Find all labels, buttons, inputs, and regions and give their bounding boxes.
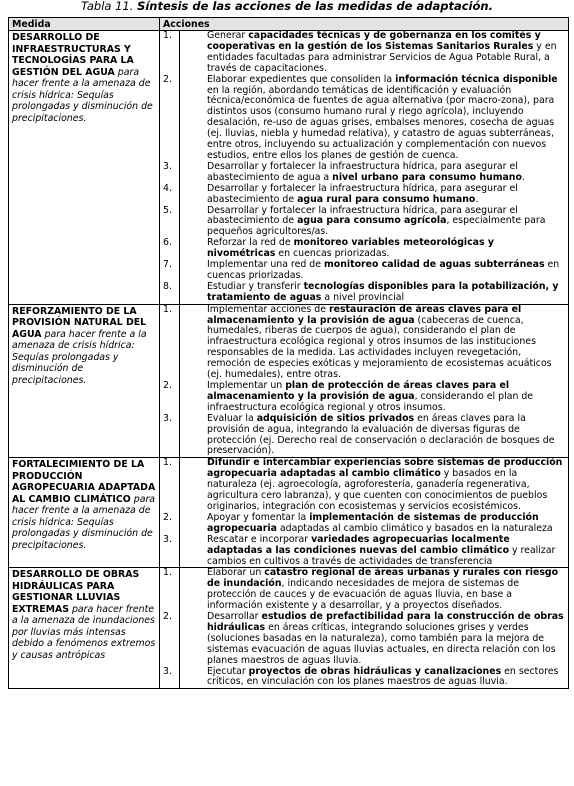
- action-text-run: .: [521, 171, 525, 183]
- action-text: [179, 238, 568, 260]
- actions-list: [160, 305, 568, 458]
- caption-label: Tabla 11.: [81, 0, 134, 13]
- action-text-run: , considerando el plan de infraestructura ecológica regional y otros insumos.: [207, 390, 534, 413]
- measure-cell: [9, 568, 160, 689]
- action-text-run: en cuencas priorizadas.: [207, 259, 560, 281]
- measure-description: para hacer frente a la amenaza de crisis hídrica: Sequías prolongadas y disminución de precipitaciones.: [12, 66, 153, 124]
- action-number: 1.: [163, 567, 172, 579]
- measure-description: para hacer frente a la amenaza de inundaciones por lluvias más intensas debido a fenómenos extremos y causas antrópicas: [12, 603, 156, 661]
- action-text-run: Rescatar e incorporar: [207, 533, 312, 545]
- action-text-run: Desarrollar y fortalecer la infraestructura hídrica, para asegurar el abastecimiento de: [207, 204, 518, 227]
- action-text-bold: tecnologías disponibles para la potabilización, y tratamiento de aguas: [207, 280, 559, 303]
- action-text-run: (cabeceras de cuenca, humedales, riberas de cuerpos de agua), considerando el plan de infraestructura ecológica regional y otros insumos de las instituciones responsables de la medida. Las actividades incluyen revegetación, remoción de especies exóticas y mejoramiento de ecosistemas acuáticos (ej. humedales), entre otras.: [207, 314, 552, 381]
- action-text-run: Implementar una red de: [207, 259, 324, 271]
- action-number: 5.: [163, 204, 172, 216]
- action-text-run: adaptadas al cambio climático y basados en la naturaleza: [276, 522, 553, 534]
- action-text: [179, 305, 568, 381]
- action-text-run: , especialmente para pequeños agricultores/as.: [207, 215, 546, 238]
- action-text-bold: restauración de áreas claves para el almacenamiento y la provisión de agua: [207, 303, 522, 326]
- action-item: [160, 31, 568, 75]
- action-text: [179, 568, 568, 612]
- action-number: 6.: [163, 237, 172, 249]
- action-text-run: en cuencas priorizadas.: [275, 248, 390, 260]
- action-text-bold: estudios de prefactibilidad para la construcción de obras hidráulicas: [207, 611, 564, 633]
- actions-list: [160, 568, 568, 688]
- action-text-run: Estudiar y transferir: [207, 280, 304, 292]
- action-text-bold: implementación de sistemas de producción agropecuaria: [207, 511, 539, 534]
- action-item: [160, 305, 568, 381]
- action-text-bold: nivel urbano para consumo humano: [332, 171, 522, 183]
- action-text-run: y en entidades facultadas para administrar Servicios de Agua Potable Rural, a través de capacitaciones.: [207, 40, 557, 74]
- measure-cell: [9, 458, 160, 568]
- action-text: [179, 535, 568, 568]
- header-acciones: Acciones: [160, 18, 569, 31]
- action-item: [160, 513, 568, 535]
- action-text-bold: variedades agropecuarias localmente adaptadas a las condiciones nuevas del cambio climático: [207, 533, 510, 556]
- action-text: [179, 458, 568, 513]
- action-item: [160, 568, 568, 612]
- action-text-run: a nivel provincial: [321, 291, 405, 303]
- action-text-run: Implementar un: [207, 380, 286, 391]
- action-text-run: Elaborar un: [207, 567, 265, 579]
- action-number: 2.: [163, 73, 172, 85]
- action-text-run: en áreas claves para la provisión de agua, integrando la evaluación de diversas figuras de protección (ej. Derecho real de conservación o declaración de bosques de preservación).: [207, 412, 555, 457]
- action-text-run: Desarrollar: [207, 611, 262, 623]
- action-text-run: Reforzar la red de: [207, 237, 294, 249]
- table-row: [9, 31, 569, 305]
- action-text-run: Apoyar y fomentar la: [207, 511, 310, 523]
- action-text-run: Desarrollar y fortalecer la infraestructura hídrica, para asegurar el abastecimiento de: [207, 182, 518, 205]
- actions-cell: [160, 568, 569, 689]
- action-text: [179, 75, 568, 162]
- action-text: [179, 31, 568, 75]
- action-number: 4.: [163, 182, 172, 194]
- action-item: [160, 238, 568, 260]
- actions-list: [160, 458, 568, 567]
- measure-cell: [9, 304, 160, 458]
- action-text: [179, 381, 568, 414]
- action-item: [160, 458, 568, 513]
- action-number: 1.: [163, 303, 172, 315]
- action-text: [179, 612, 568, 667]
- action-text: [179, 414, 568, 458]
- actions-cell: [160, 31, 569, 305]
- action-text-run: Desarrollar y fortalecer la infraestructura hídrica, para asegurar el abastecimiento de agua a: [207, 160, 518, 183]
- action-text-run: Evaluar la: [207, 412, 257, 424]
- action-item: [160, 206, 568, 239]
- action-text-run: y basados en la naturaleza (ej. agroecología, agroforestería, ganadería regenerativa, agricultura cero labranza), y que cuenten con conocimientos de pueblos originarios, integración con ecosistemas y servicios ecosistémicos.: [207, 468, 548, 512]
- action-text-run: .: [475, 193, 479, 205]
- action-text-run: en áreas críticas, integrando soluciones grises y verdes (soluciones basadas en la naturaleza), como también para la mejora de sistemas evacuación de aguas lluvias actuales, en directa relación con los planes maestros de aguas lluvia.: [207, 621, 556, 666]
- action-text-run: Implementar acciones de: [207, 303, 329, 315]
- action-text: [179, 260, 568, 282]
- action-number: 3.: [163, 412, 172, 424]
- caption-title: Síntesis de las acciones de las medidas de adaptación.: [137, 0, 493, 13]
- action-item: [160, 282, 568, 304]
- action-item: [160, 260, 568, 282]
- action-text: [179, 162, 568, 184]
- action-item: [160, 162, 568, 184]
- action-text-run: en sectores críticos, en vinculación con los planes maestros de aguas lluvia.: [207, 665, 559, 688]
- action-item: [160, 612, 568, 667]
- action-item: [160, 381, 568, 414]
- action-text-bold: agua rural para consumo humano: [297, 193, 476, 205]
- action-text-bold: monitoreo calidad de aguas subterráneas: [323, 259, 545, 271]
- action-number: 3.: [163, 665, 172, 677]
- action-text-run: Ejecutar: [207, 665, 249, 677]
- action-text-run: en la región, abordando temáticas de identificación y evaluación técnica/económica de fuentes de agua alternativa (por macro-zona), para distintos usos (consumo humano rural y riego agrícola), incluyendo desalación, re-uso de aguas grises, embalses menores, cosecha de aguas (ej. lluvias, niebla y humedad relativa), y catastro de aguas subterráneas, entre otros, incluyendo su actualización y complementación con nuevos estudios, entre ellos los planes de gestión de cuenca.: [207, 84, 555, 161]
- measure-title: REFORZAMIENTO DE LA PROVISIÓN NATURAL DEL AGUA: [12, 305, 147, 340]
- measure-description: para hacer frente a la amenaza de crisis hídrica: Sequías prolongadas y disminución de precipitaciones.: [12, 328, 147, 386]
- action-number: 1.: [163, 30, 172, 41]
- table-row: [9, 458, 569, 568]
- measure-title: FORTALECIMIENTO DE LA PRODUCCIÓN AGROPECUARIA ADAPTADA AL CAMBIO CLIMÁTICO: [12, 459, 156, 505]
- action-number: 8.: [163, 280, 172, 292]
- table-header-row: [9, 18, 569, 31]
- actions-cell: [160, 458, 569, 568]
- actions-cell: [160, 304, 569, 458]
- action-text-bold: información técnica disponible: [395, 73, 558, 85]
- action-number: 2.: [163, 611, 172, 623]
- action-number: 3.: [163, 160, 172, 172]
- action-text-bold: plan de protección de áreas claves para el almacenamiento y la provisión de agua: [207, 380, 510, 402]
- action-text: [179, 184, 568, 206]
- table-row: [9, 304, 569, 458]
- table-caption: [0, 0, 574, 14]
- action-number: 2.: [163, 380, 172, 391]
- action-item: [160, 414, 568, 458]
- action-text-bold: agua para consumo agrícola: [297, 215, 447, 227]
- action-item: [160, 75, 568, 162]
- table-body: [9, 31, 569, 689]
- action-text: [179, 667, 568, 689]
- action-number: 2.: [163, 511, 172, 523]
- action-item: [160, 184, 568, 206]
- measure-description: para hacer frente a la amenaza de crisis hídrica: Sequías prolongadas y disminución de precipitaciones.: [12, 493, 156, 551]
- action-text-bold: proyectos de obras hidráulicas y canalizaciones: [248, 665, 502, 677]
- action-number: 1.: [163, 457, 172, 469]
- action-text-run: y realizar cambios en cultivos a través de actividades de transferencia: [207, 544, 556, 567]
- action-text: [179, 282, 568, 304]
- action-text-bold: catastro regional de áreas urbanas y rurales con riesgo de inundación: [207, 567, 559, 590]
- action-text-run: , indicando necesidades de mejora de sistemas de protección de cauces y de evacuación de aguas lluvia, en base a información existente y a desarrollar, y a proyectos diseñados.: [207, 578, 519, 612]
- action-text: [179, 513, 568, 535]
- action-text-bold: adquisición de sitios privados: [256, 412, 415, 424]
- action-text-run: Generar: [207, 30, 249, 41]
- header-medida: Medida: [9, 18, 160, 31]
- measure-cell: [9, 31, 160, 305]
- action-number: 3.: [163, 533, 172, 545]
- action-text-bold: Difundir e intercambiar experiencias sobre sistemas de producción agropecuaria adaptadas al cambio climático: [207, 457, 563, 480]
- action-text-bold: capacidades técnicas y de gobernanza en los comités y cooperativas en la gestión de los Sistemas Sanitarios Rurales: [207, 30, 541, 52]
- adaptation-measures-table: [8, 17, 569, 689]
- action-text-run: Elaborar expedientes que consoliden la: [207, 73, 396, 85]
- table-row: [9, 568, 569, 689]
- actions-list: [160, 31, 568, 304]
- action-text: [179, 206, 568, 239]
- action-text-bold: monitoreo variables meteorológicas y nivométricas: [207, 237, 494, 260]
- action-item: [160, 667, 568, 689]
- action-item: [160, 535, 568, 568]
- action-number: 7.: [163, 259, 172, 271]
- measure-title: DESARROLLO DE OBRAS HIDRÁULICAS PARA GESTIONAR LLUVIAS EXTREMAS: [12, 569, 140, 615]
- measure-title: DESARROLLO DE INFRAESTRUCTURAS Y TECNOLOGÍAS PARA LA GESTIÓN DEL AGUA: [12, 32, 134, 78]
